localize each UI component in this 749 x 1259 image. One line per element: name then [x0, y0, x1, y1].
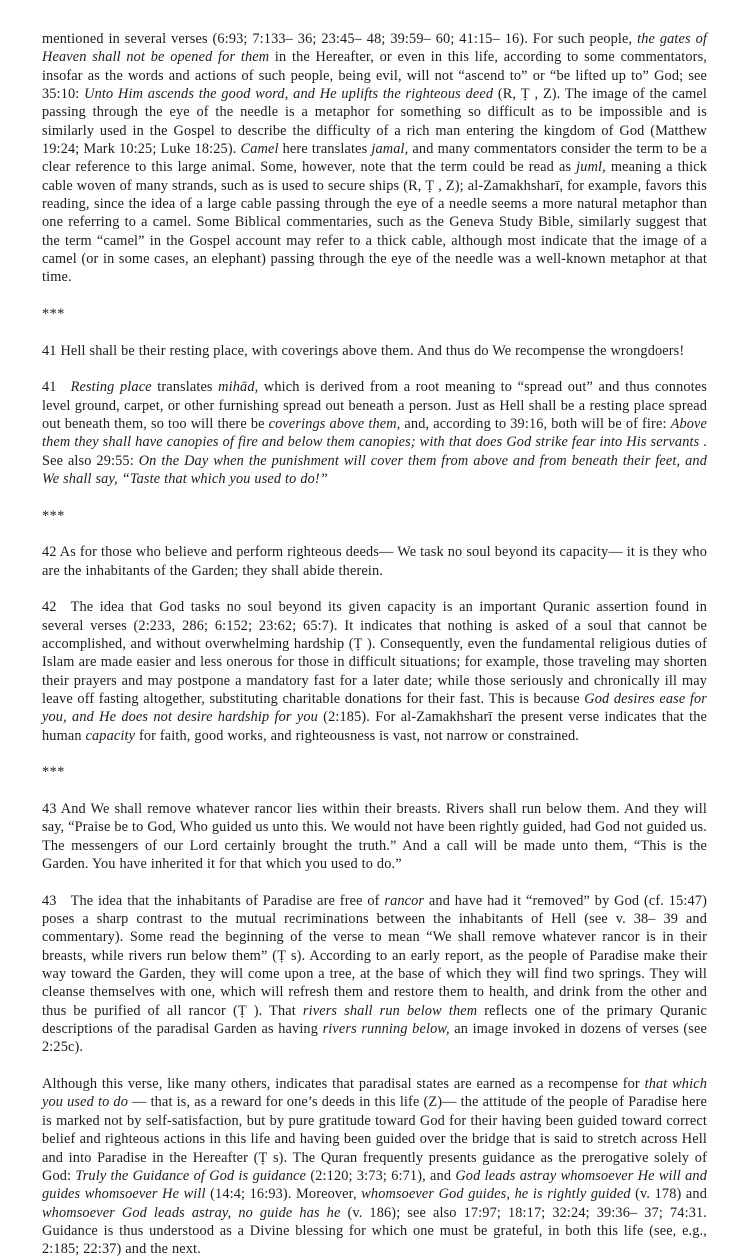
text-run: reflects one of the primary Quranic descriptions of the paradisal Garden as having: [42, 1002, 707, 1038]
text-run: . See also 29:55:: [42, 434, 708, 469]
text-run: (v. 178) and: [630, 1186, 707, 1203]
text-run: 43: [42, 892, 57, 909]
text-run: and, according to 39:16, both will be of fire:: [400, 416, 671, 433]
italic-run: Unto Him ascends the good word, and He uplifts the righteous deed: [84, 86, 494, 103]
commentary-paragraph: [42, 598, 707, 745]
italic-run: jamal,: [371, 141, 409, 158]
italic-run: rivers shall run below them: [302, 1002, 478, 1019]
text-column: [42, 30, 707, 1259]
section-separator: ***: [42, 507, 65, 524]
section-separator: ***: [42, 764, 65, 781]
italic-run: Truly the Guidance of God is guidance: [75, 1167, 307, 1184]
italic-run: Above them they shall have canopies of fire and below them canopies; with that does God strike fear into His servants: [42, 416, 707, 451]
text-run: Although this verse, like many others, indicates that paradisal states are earned as a recompense for: [42, 1076, 645, 1093]
verse-paragraph: [42, 800, 707, 873]
italic-run: Camel: [240, 141, 279, 158]
text-run: for faith, good works, and righteousness is vast, not narrow or constrained.: [135, 727, 580, 744]
text-run: (2:185). For al-Zamakhsharī the present verse indicates that the human: [42, 709, 707, 744]
section-separator: ***: [42, 306, 65, 323]
commentary-paragraph: [42, 892, 707, 1057]
verse-paragraph: [42, 342, 707, 360]
text-run: — that is, as a reward for one’s deeds in this life (Z)— the attitude of the people of Paradise here is marked not by self-satisfaction, but by pure gratitude toward God for their having been guided toward correct belief and righteous actions in this life and having been guided over the bridge that is said to stretch across Hell and into Paradise in the Hereafter (Ṭ s). The Quran frequently presents guidance as the prerogative solely of God:: [42, 1094, 707, 1184]
text-run: The idea that God tasks no soul beyond its given capacity is an important Quranic assertion found in several verses (2:233, 286; 6:152; 23:62; 65:7). It indicates that nothing is asked of a soul that cannot be accomplished, and without overwhelming hardship (Ṭ ). Consequently, even the fundamental religious duties of Islam are made easier and less onerous for those in difficult situations; for example, those traveling may shorten their prayers and may postpone a mandatory fast for a later date; while those seriously and chronically ill may leave off fasting altogether, substituting charitable donations for their fast. This is because: [42, 599, 707, 708]
text-run: The idea that the inhabitants of Paradise are free of: [70, 892, 385, 909]
italic-run: On the Day when the punishment will cover them from above and from beneath their feet, and We shall say, “Taste that which you used to do!”: [42, 452, 707, 488]
text-run: (14:4; 16:93). Moreover,: [205, 1186, 362, 1203]
text-run: (2:120; 3:73; 6:71), and: [306, 1167, 456, 1184]
italic-run: rivers running below,: [322, 1021, 450, 1038]
italic-run: rancor: [384, 892, 425, 909]
verse-paragraph: [42, 543, 707, 580]
text-run: and many commentators consider the term to be a clear reference to this large animal. Some, however, note that the term could be read as: [42, 141, 707, 176]
commentary-paragraph: [42, 378, 707, 488]
italic-run: capacity: [85, 727, 136, 744]
italic-run: whomsoever God guides, he is rightly guided: [361, 1186, 631, 1203]
italic-run: that which you used to do: [42, 1076, 707, 1111]
text-run: here translates: [278, 141, 372, 158]
text-run: meaning a thick cable woven of many strands, such as is used to secure ships (R, Ṭ , Z); al-Zamakhsharī, for example, favors this reading, since the idea of a large cable passing through the eye of a needle seems a more natural metaphor than one referring to a camel. Some Biblical commentaries, such as the Geneva Study Bible, similarly suggest that the term “camel” in the Gospel account may refer to a thick cable, although most indicate that the image of a camel (or in some cases, an elephant) passing through the eye of the needle was a well-known metaphor at that time.: [42, 159, 707, 286]
italic-run: the gates of Heaven shall not be opened for them: [42, 31, 707, 66]
text-run: 41: [42, 379, 57, 396]
text-run: 42: [42, 599, 57, 616]
text-run: (R, Ṭ , Z). The image of the camel passing through the eye of the needle is a metaphor for something so difficult as to be impossible and is similarly used in the Gospel to describe the difficulty of a rich man entering the kingdom of God (Matthew 19:24; Mark 10:25; Luke 18:25).: [42, 86, 707, 158]
text-run: (v. 186); see also 17:97; 18:17; 32:24; 39:36– 37; 74:31. Guidance is thus understood as a Divine blessing for which one must be grateful, in both this life (see, e.g., 2:185; 22:37) and the next.: [42, 1204, 707, 1258]
text-run: mentioned in several verses (6:93; 7:133– 36; 23:45– 48; 39:59– 60; 41:15– 16). For such people,: [42, 31, 638, 47]
italic-run: juml,: [576, 159, 606, 176]
text-run: which is derived from a root meaning to “spread out” and thus connotes level ground, carpet, or other furnishing spread out beneath a person. Just as Hell shall be a resting place spread out beneath them, so too will there be: [42, 379, 707, 433]
text-run: 42 As for those who believe and perform righteous deeds— We task no soul beyond its capacity— it is they who are the inhabitants of the Garden; they shall abide therein.: [42, 544, 707, 579]
italic-run: Resting place: [70, 379, 152, 396]
text-run: translates: [151, 379, 219, 396]
text-run: 41 Hell shall be their resting place, with coverings above them. And thus do We recompense the wrongdoers!: [42, 342, 685, 359]
commentary-paragraph: [42, 30, 707, 287]
text-run: in the Hereafter, or even in this life, according to some commentators, insofar as the words and actions of such people, being evil, will not “ascend to” or “be lifted up to” God; see 35:10:: [42, 49, 707, 103]
text-run: 43 And We shall remove whatever rancor lies within their breasts. Rivers shall run below them. And they will say, “Praise be to God, Who guided us unto this. We would not have been rightly guided, had God not guided us. The messengers of our Lord certainly brought the truth.” And a call will be made unto them, “This is the Garden. You have inherited it for that which you used to do.”: [42, 801, 707, 873]
italic-run: God desires ease for you, and He does not desire hardship for you: [42, 691, 707, 726]
italic-run: mihād,: [218, 379, 259, 396]
italic-run: whomsoever God leads astray, no guide has he: [42, 1204, 341, 1221]
text-run: and have had it “removed” by God (cf. 15:47) poses a sharp contrast to the mutual recriminations between the inhabitants of Hell (see v. 38– 39 and commentary). Some read the beginning of the verse to mean “We shall remove whatever rancor is in their breasts, while rivers run below them” (Ṭ s). According to an early report, as the people of Paradise make their way toward the Garden, they will come upon a tree, at the base of which they will find two springs. They will cleanse themselves with one, which will refresh them and restore them to health, and drink from the other and thus be purified of all rancor (Ṭ ). That: [42, 892, 707, 1019]
italic-run: God leads astray whomsoever He will and guides whomsoever He will: [42, 1167, 707, 1203]
commentary-paragraph: [42, 1075, 707, 1258]
text-run: an image invoked in dozens of verses (see 2:25c).: [42, 1021, 707, 1056]
italic-run: coverings above them,: [268, 416, 401, 433]
